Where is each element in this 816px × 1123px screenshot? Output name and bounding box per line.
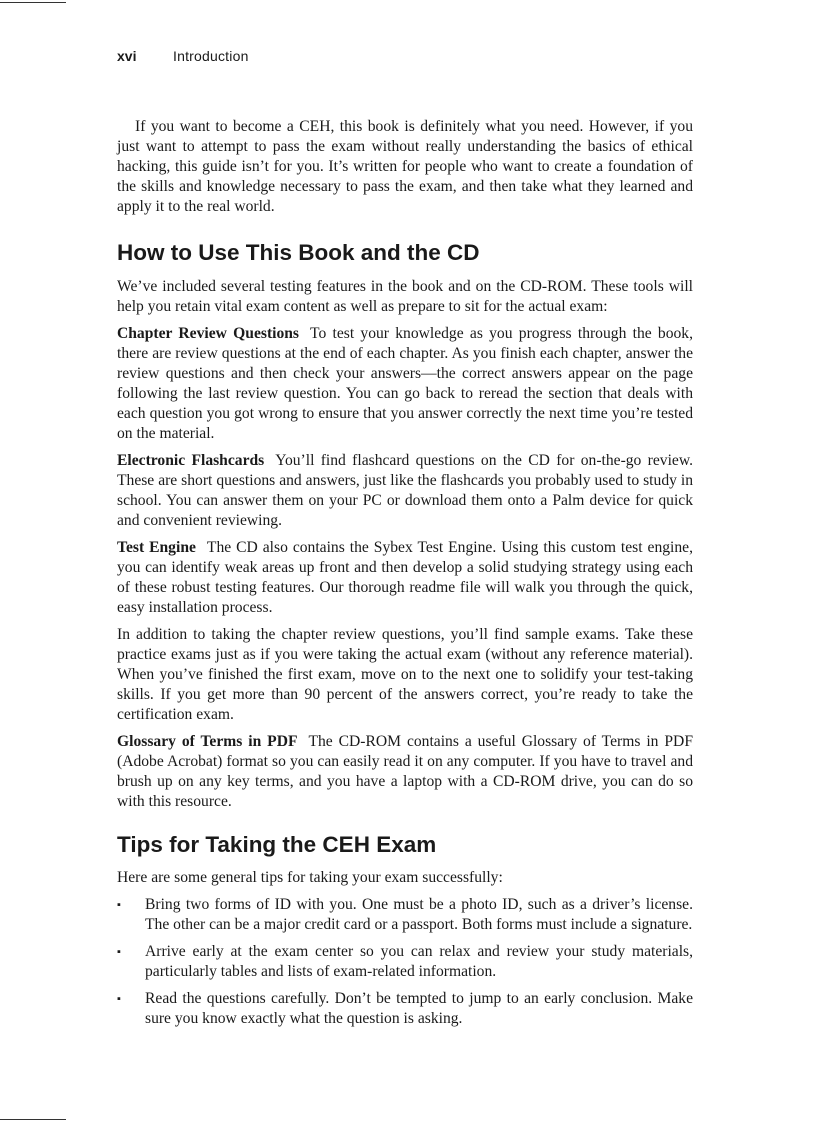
crop-mark-bottom <box>0 1119 66 1120</box>
crop-mark-top <box>0 2 66 3</box>
list-item <box>117 989 693 1029</box>
list-item <box>117 895 693 935</box>
feature-term: Electronic Flashcards <box>117 452 265 469</box>
page-number: xvi <box>117 48 137 64</box>
bullet-icon: ▪ <box>117 946 121 958</box>
intro-paragraph: If you want to become a CEH, this book is definitely what you need. However, if you just want to attempt to pass the exam without really understanding the basics of ethical hacking, this guide isn’t for you. It’s written for people who want to create a foundation of the skills and knowledge necessary to pass the exam, and then take what they learned and apply it to the real world. <box>117 118 693 215</box>
section-lead-paragraph: We’ve included several testing features in the book and on the CD-ROM. These tools will help you retain vital exam content as well as prepare to sit for the actual exam: <box>117 278 693 315</box>
feature-chapter-review <box>117 324 693 444</box>
feature-glossary <box>117 732 693 812</box>
page-body <box>117 117 693 1029</box>
feature-description: To test your knowledge as you progress through the book, there are review questions at the end of each chapter. As you finish each chapter, answer the review questions and then check your answers—the correct answers appear on the page following the last review question. You can go back to reread the section that deals with each question you got wrong to ensure that you answer correctly the next time you’re tested on the material. <box>117 325 693 442</box>
list-item-text: Bring two forms of ID with you. One must be a photo ID, such as a driver’s license. The other can be a major credit card or a passport. Both forms must include a signature. <box>145 896 693 933</box>
feature-term: Chapter Review Questions <box>117 325 300 342</box>
feature-term: Test Engine <box>117 539 196 556</box>
running-header <box>117 48 249 64</box>
section-heading-how-to-use: How to Use This Book and the CD <box>117 240 480 265</box>
list-item-text: Arrive early at the exam center so you can relax and review your study materials, particularly tables and lists of exam-related information. <box>145 943 693 980</box>
bullet-icon: ▪ <box>117 899 121 911</box>
feature-description: You’ll find flashcard questions on the CD for on-the-go review. These are short questions and answers, just like the flashcards you probably used to study in school. You can answer them on your PC or download them onto a Palm device for quick and convenient reviewing. <box>117 452 693 529</box>
section-heading-tips: Tips for Taking the CEH Exam <box>117 832 437 857</box>
list-item-text: Read the questions carefully. Don’t be tempted to jump to an early conclusion. Make sure you know exactly what the question is asking. <box>145 990 693 1027</box>
feature-description: The CD also contains the Sybex Test Engine. Using this custom test engine, you can identify weak areas up front and then develop a solid studying strategy using each of these robust testing features. Our thorough readme file will walk you through the quick, easy installation process. <box>117 539 693 616</box>
tips-lead-paragraph: Here are some general tips for taking your exam successfully: <box>117 869 503 886</box>
list-item <box>117 942 693 982</box>
feature-test-engine <box>117 538 693 618</box>
chapter-title: Introduction <box>173 48 249 64</box>
tips-list <box>117 895 693 1029</box>
feature-term: Glossary of Terms in PDF <box>117 733 298 750</box>
feature-flashcards <box>117 451 693 531</box>
bullet-icon: ▪ <box>117 993 121 1005</box>
feature-description: The CD-ROM contains a useful Glossary of Terms in PDF (Adobe Acrobat) format so you can easily read it on any computer. If you have to travel and brush up on any key terms, and you have a laptop with a CD-ROM drive, you can do so with this resource. <box>117 733 693 810</box>
sample-exams-paragraph: In addition to taking the chapter review questions, you’ll find sample exams. Take these practice exams just as if you were taking the actual exam (without any reference material). When you’ve finished the first exam, move on to the next one to solidify your test-taking skills. If you get more than 90 percent of the answers correct, you’re ready to take the certification exam. <box>117 626 693 723</box>
